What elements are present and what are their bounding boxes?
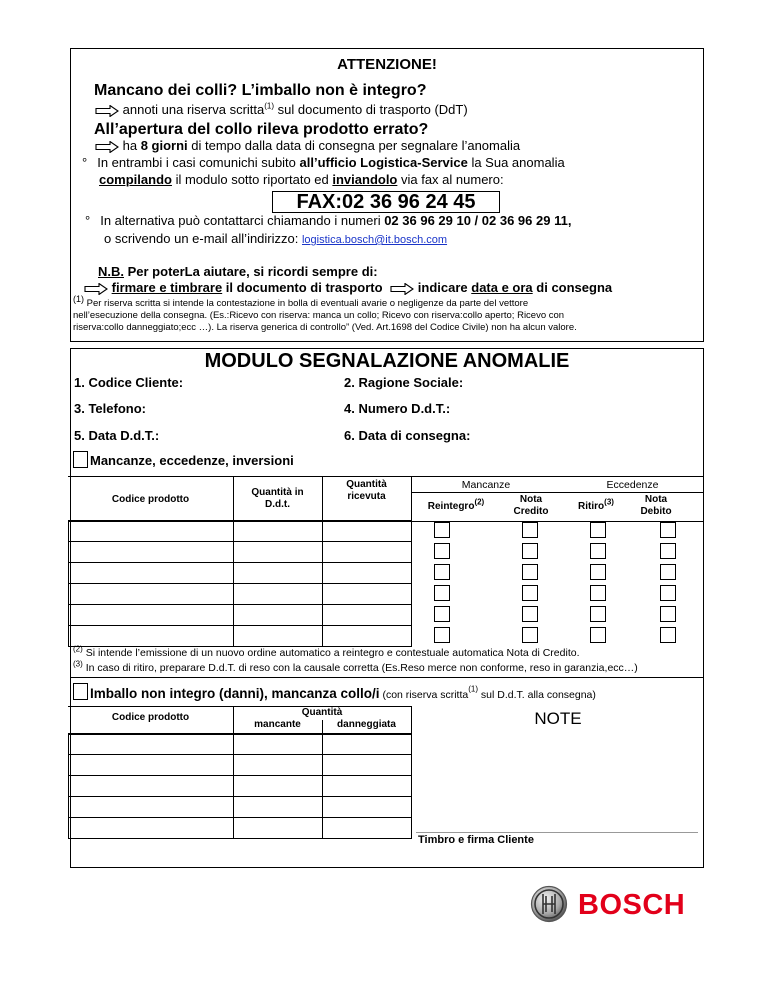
footnote-3-text: In caso di ritiro, preparare D.d.T. di reso con la causale corretta (Es.Reso merce non conforme, reso in garanzia,ecc…) (82, 662, 638, 674)
cell-input[interactable] (323, 755, 412, 776)
cell-input[interactable] (234, 818, 323, 839)
field-ddt-number[interactable]: 4. Numero D.d.T.: (344, 401, 451, 416)
col-pickup-label: Ritiro (578, 501, 605, 512)
table-row (69, 542, 412, 563)
checkbox-pickup[interactable] (590, 522, 606, 538)
footnote-ref: (3) (73, 659, 83, 669)
bullet-mark: ° (85, 213, 91, 228)
bullet-text-end: la Sua anomalia (467, 155, 565, 170)
form-title: MODULO SEGNALAZIONE ANOMALIE (204, 350, 570, 372)
section-divider (70, 677, 704, 678)
cell-input[interactable] (69, 605, 234, 626)
field-phone[interactable]: 3. Telefono: (74, 401, 146, 416)
bullet-text: In entrambi i casi comunichi subito (97, 155, 300, 170)
arrow-right-icon (95, 105, 119, 117)
nb-delivery: di consegna (532, 280, 613, 295)
col2-damaged: danneggiata (337, 719, 396, 730)
bullet-mark: ° (82, 155, 88, 170)
table-row (69, 521, 412, 542)
cell-input[interactable] (69, 584, 234, 605)
nb-actions (84, 280, 612, 295)
email-intro: o scrivendo un e-mail all’indirizzo: (104, 231, 302, 246)
col2-quantity: Quantità (301, 707, 343, 718)
bullet-logistics-line-2 (99, 172, 504, 187)
cell-input[interactable] (234, 563, 323, 584)
logistics-office: all’ufficio Logistica-Service (299, 155, 468, 170)
footnote-ref: (2) (73, 644, 83, 654)
footnote-ref: (1) (264, 101, 275, 111)
arrow-right-icon (95, 141, 119, 153)
cell-input[interactable] (323, 626, 412, 647)
cell-input[interactable] (234, 776, 323, 797)
compiling-word: compilando (99, 172, 172, 187)
checkbox-pickup[interactable] (590, 585, 606, 601)
footnote-1 (73, 293, 703, 334)
bullet-text: In alternativa può contattarci chiamando i numeri (100, 213, 385, 228)
checkbox-credit-note[interactable] (522, 606, 538, 622)
instruction-text: ha (122, 138, 141, 153)
table-row (69, 563, 412, 584)
cell-input[interactable] (69, 755, 234, 776)
checkbox-pickup[interactable] (590, 564, 606, 580)
date-time: data e ora (471, 280, 533, 295)
checkbox-reintegration[interactable] (434, 522, 450, 538)
cell-input[interactable] (69, 563, 234, 584)
section-damaged-title (90, 685, 596, 703)
checkbox-debit-note[interactable] (660, 627, 676, 643)
instruction-text: annoti una riserva scritta (122, 102, 265, 117)
cell-input[interactable] (69, 521, 234, 542)
table-row (69, 797, 412, 818)
email-line (104, 231, 447, 246)
checkbox-credit-note[interactable] (522, 543, 538, 559)
line-text: il modulo sotto riportato ed (171, 172, 333, 187)
arrow-right-icon (390, 283, 414, 295)
cell-input[interactable] (69, 797, 234, 818)
field-company-name[interactable]: 2. Ragione Sociale: (344, 375, 464, 390)
col-debit-note-line1: Nota (644, 494, 668, 505)
checkbox-debit-note[interactable] (660, 564, 676, 580)
fax-number: FAX:02 36 96 24 45 (272, 191, 500, 213)
col2-product-code: Codice prodotto (111, 712, 190, 723)
cell-input[interactable] (234, 542, 323, 563)
bullet-logistics-line (82, 155, 565, 170)
col-group-excess: Eccedenze (606, 479, 659, 491)
cell-input[interactable] (234, 755, 323, 776)
instruction-text-end: di tempo dalla data di consegna per segnalare l’anomalia (187, 138, 521, 153)
signature-label: Timbro e firma Cliente (418, 834, 534, 846)
checkbox-debit-note[interactable] (660, 585, 676, 601)
checkbox-pickup[interactable] (590, 627, 606, 643)
attention-title: ATTENZIONE! (337, 56, 437, 73)
bosch-wordmark: BOSCH (578, 889, 686, 921)
table-row (69, 776, 412, 797)
cell-input[interactable] (69, 818, 234, 839)
col2-missing: mancante (254, 719, 301, 730)
table-row (69, 818, 412, 839)
cell-input[interactable] (234, 626, 323, 647)
nb-indicate: indicare (417, 280, 472, 295)
footnote-line-1: Per riserva scritta si intende la contestazione in bolla di eventuali avarie o negligenze da parte del vettore (84, 298, 529, 309)
col-qty-ddt-line2: D.d.t. (265, 499, 290, 510)
email-link[interactable]: logistica.bosch@it.bosch.com (301, 234, 448, 246)
cell-input[interactable] (234, 605, 323, 626)
sending-word: inviandolo (332, 172, 398, 187)
checkbox-pickup[interactable] (590, 543, 606, 559)
footnote-3 (73, 659, 638, 674)
checkbox-debit-note[interactable] (660, 522, 676, 538)
note-title: NOTE (534, 709, 582, 728)
checkbox-reintegration[interactable] (434, 564, 450, 580)
col-qty-received-line2: ricevuta (347, 491, 386, 502)
col-qty-ddt-line1: Quantità in (251, 487, 304, 498)
table-row (69, 755, 412, 776)
footnote-ref: (2) (474, 497, 485, 507)
cell-input[interactable] (323, 521, 412, 542)
question-wrong-product: All’apertura del collo rileva prodotto errato? (94, 121, 429, 138)
footnote-ref: (3) (604, 497, 614, 507)
col-credit-note-line2: Credito (513, 506, 549, 517)
table-row (69, 584, 412, 605)
sign-stamp: firmare e timbrare (111, 280, 223, 295)
cell-input[interactable] (323, 734, 412, 755)
instruction-text-end: sul documento di trasporto (DdT) (274, 102, 468, 117)
footnote-line-3: riserva:collo danneggiato;ecc …). La riserva generica di controllo” (Ved. Art.1698 del Codice Civile) non ha alcun valore. (73, 322, 577, 333)
checkbox-reintegration[interactable] (434, 627, 450, 643)
checkbox-reintegration[interactable] (434, 606, 450, 622)
cell-input[interactable] (69, 626, 234, 647)
checkbox-credit-note[interactable] (522, 522, 538, 538)
table2-body (68, 733, 412, 839)
instruction-written-reserve (95, 102, 468, 117)
checkbox-reintegration[interactable] (434, 585, 450, 601)
col-credit-note (501, 494, 561, 518)
checkbox-credit-note[interactable] (522, 627, 538, 643)
table-row (69, 734, 412, 755)
footnote-ref: (1) (73, 293, 84, 304)
nb-doc-text: il documento di trasporto (222, 280, 383, 295)
checkbox-credit-note[interactable] (522, 564, 538, 580)
note-signature-line[interactable] (416, 832, 698, 833)
cell-input[interactable] (234, 584, 323, 605)
cell-input[interactable] (323, 542, 412, 563)
section-damaged-label: Imballo non integro (danni), mancanza collo/i (90, 686, 380, 701)
nb-line (98, 264, 378, 279)
checkbox-debit-note[interactable] (660, 606, 676, 622)
cell-input[interactable] (323, 563, 412, 584)
checkbox-debit-note[interactable] (660, 543, 676, 559)
line-text-end: via fax al numero: (397, 172, 504, 187)
col-qty-ddt (233, 487, 322, 511)
cell-input[interactable] (69, 542, 234, 563)
cell-input[interactable] (234, 797, 323, 818)
col-reintegration-label: Reintegro (427, 501, 475, 512)
cell-input[interactable] (234, 734, 323, 755)
cell-input[interactable] (323, 776, 412, 797)
question-missing-packages: Mancano dei colli? L’imballo non è integro? (94, 82, 427, 99)
checkbox-missing-excess[interactable] (73, 451, 88, 468)
bosch-armature-icon (530, 885, 568, 923)
instruction-8-days (95, 138, 520, 153)
footnote-line-2: nell’esecuzione della consegna. (Es.:Ricevo con riserva: manca un collo; Ricevo con riserva:collo aperto; Ricevo con (73, 310, 565, 321)
cell-input[interactable] (69, 776, 234, 797)
col-debit-note-line2: Debito (640, 506, 672, 517)
checkbox-reintegration[interactable] (434, 543, 450, 559)
table1-body (68, 520, 412, 647)
section-missing-excess-title: Mancanze, eccedenze, inversioni (90, 453, 294, 468)
nb-text: Per poterLa aiutare, si ricordi sempre di: (124, 264, 378, 279)
col-debit-note (631, 494, 681, 518)
cell-input[interactable] (234, 521, 323, 542)
phone-numbers: 02 36 96 29 10 / 02 36 96 29 11, (384, 213, 572, 228)
cell-input[interactable] (323, 584, 412, 605)
nb-label: N.B. (98, 264, 124, 279)
field-customer-code[interactable]: 1. Codice Cliente: (74, 375, 184, 390)
section-damaged-note-end: sul D.d.T. alla consegna) (478, 689, 596, 701)
col-group-shortages: Mancanze (461, 479, 511, 491)
col-pickup (561, 497, 631, 513)
col-qty-received (322, 479, 411, 503)
table1-header-subline (411, 492, 704, 493)
cell-input[interactable] (323, 605, 412, 626)
footnote-2-text: Si intende l’emissione di un nuovo ordine automatico a reintegro e contestuale automatica Nota di Credito. (82, 647, 580, 659)
checkbox-credit-note[interactable] (522, 585, 538, 601)
col-reintegration (411, 497, 501, 513)
section-damaged-note: (con riserva scritta (379, 689, 469, 701)
footnote-2 (73, 644, 580, 659)
checkbox-pickup[interactable] (590, 606, 606, 622)
field-delivery-date[interactable]: 6. Data di consegna: (344, 428, 471, 443)
footnote-ref: (1) (468, 684, 478, 694)
cell-input[interactable] (323, 818, 412, 839)
table-row (69, 626, 412, 647)
col-qty-received-line1: Quantità (346, 479, 387, 490)
col-product-code: Codice prodotto (111, 494, 190, 505)
field-ddt-date[interactable]: 5. Data D.d.T.: (74, 428, 160, 443)
cell-input[interactable] (323, 797, 412, 818)
checkbox-damaged-packaging[interactable] (73, 683, 88, 700)
col-credit-note-line1: Nota (519, 494, 543, 505)
bullet-phone-line (85, 213, 571, 228)
cell-input[interactable] (69, 734, 234, 755)
days-highlight: 8 giorni (140, 138, 188, 153)
table-row (69, 605, 412, 626)
arrow-right-icon (84, 283, 108, 295)
